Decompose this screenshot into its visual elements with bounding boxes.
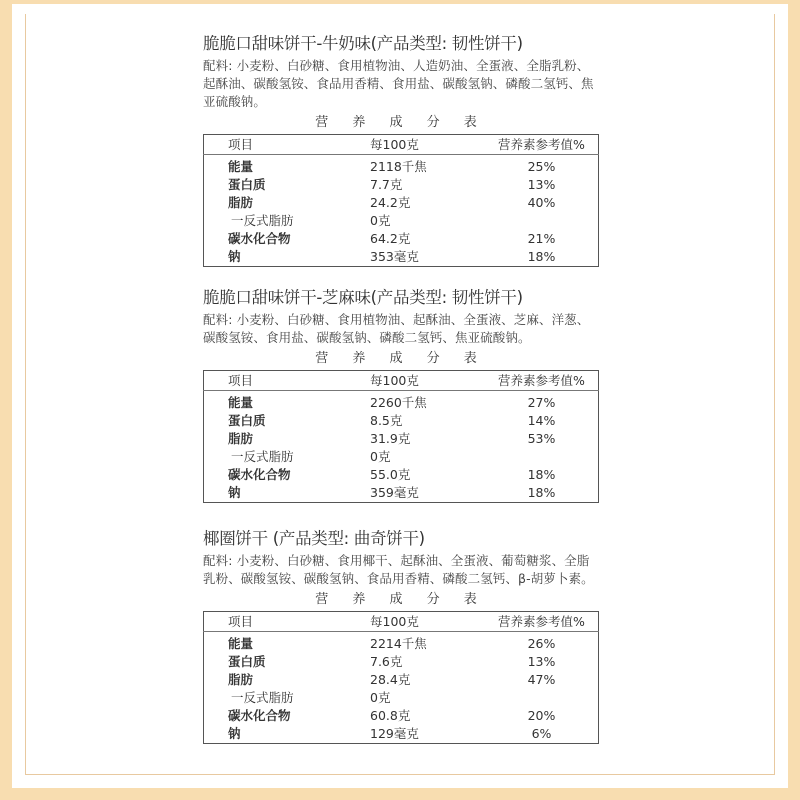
nrv-percent: 20% [527,708,556,723]
nutrient-name: 能量 [228,636,254,651]
table-row [204,391,599,413]
table-row [204,466,599,484]
product-title: 脆脆口甜味饼干-芝麻味(产品类型: 韧性饼干) [203,288,523,307]
nrv-percent: 27% [527,395,556,410]
per-100g-value: 7.7克 [370,177,403,192]
nutrient-name: 脂肪 [228,672,254,687]
table-row [204,412,599,430]
table-row [204,689,599,707]
nutrition-table [203,370,599,503]
nutrition-table-title: 营 养 成 分 表 [315,351,487,366]
table-row [204,176,599,194]
per-100g-value: 2260千焦 [370,395,427,410]
nrv-percent: 14% [527,413,556,428]
nutrition-table-title: 营 养 成 分 表 [315,115,487,130]
table-row [204,230,599,248]
nrv-percent [485,689,599,707]
per-100g-value: 55.0克 [370,467,411,482]
nutrient-name: 碳水化合物 [228,708,291,723]
nutrient-name: 碳水化合物 [228,231,291,246]
nrv-percent: 18% [527,249,556,264]
table-row [204,430,599,448]
per-100g-value: 2214千焦 [370,636,427,651]
header-nrv: 营养素参考值% [485,135,599,155]
nrv-percent: 13% [527,654,556,669]
header-item: 项目 [204,612,371,632]
per-100g-value: 60.8克 [370,708,411,723]
nrv-percent: 40% [527,195,556,210]
header-per100g: 每100克 [370,135,485,155]
nutrient-name: 蛋白质 [228,177,266,192]
nrv-percent: 18% [527,485,556,500]
nrv-percent: 25% [527,159,556,174]
nutrition-table [203,134,599,267]
table-row [204,155,599,177]
header-per100g: 每100克 [370,371,485,391]
per-100g-value: 8.5克 [370,413,403,428]
header-per100g: 每100克 [370,612,485,632]
product-title: 椰圈饼干 (产品类型: 曲奇饼干) [203,529,425,548]
nutrient-name: 钠 [228,485,241,500]
header-nrv: 营养素参考值% [485,371,599,391]
nrv-percent: 21% [527,231,556,246]
product-section [203,287,599,503]
table-row [204,632,599,654]
table-header-row [204,612,599,632]
per-100g-value: 7.6克 [370,654,403,669]
product-section [203,528,599,744]
table-header-row [204,135,599,155]
nrv-percent: 53% [527,431,556,446]
table-row [204,248,599,267]
header-item: 项目 [204,371,371,391]
nutrient-name: 蛋白质 [228,654,266,669]
table-row [204,671,599,689]
nrv-percent [485,448,599,466]
product-title: 脆脆口甜味饼干-牛奶味(产品类型: 韧性饼干) [203,34,523,53]
nrv-percent: 6% [531,726,552,741]
table-row [204,212,599,230]
ingredients-text: 配料: 小麦粉、白砂糖、食用植物油、起酥油、全蛋液、芝麻、洋葱、碳酸氢铵、食用盐、碳酸氢钠、磷酸二氢钙、焦亚硫酸钠。 [203,312,590,345]
per-100g-value: 28.4克 [370,672,411,687]
table-row [204,653,599,671]
table-row [204,707,599,725]
nutrient-name: 能量 [228,395,254,410]
nutrient-name: 脂肪 [228,431,254,446]
per-100g-value: 0克 [370,449,391,464]
nutrition-table [203,611,599,744]
nutrition-table-title: 营 养 成 分 表 [315,592,487,607]
header-nrv: 营养素参考值% [485,612,599,632]
per-100g-value: 24.2克 [370,195,411,210]
header-item: 项目 [204,135,371,155]
per-100g-value: 359毫克 [370,485,419,500]
nutrient-name: 一反式脂肪 [231,213,294,228]
nutrient-name: 一反式脂肪 [231,449,294,464]
nutrient-name: 能量 [228,159,254,174]
nrv-percent: 47% [527,672,556,687]
per-100g-value: 2118千焦 [370,159,427,174]
ingredients-text: 配料: 小麦粉、白砂糖、食用椰干、起酥油、全蛋液、葡萄糖浆、全脂乳粉、碳酸氢铵、碳酸氢钠、食品用香精、磷酸二氢钙、β-胡萝卜素。 [203,553,594,586]
table-row [204,448,599,466]
nrv-percent [485,212,599,230]
per-100g-value: 64.2克 [370,231,411,246]
table-row [204,194,599,212]
per-100g-value: 31.9克 [370,431,411,446]
per-100g-value: 129毫克 [370,726,419,741]
table-row [204,725,599,744]
nrv-percent: 13% [527,177,556,192]
per-100g-value: 0克 [370,690,391,705]
table-row [204,484,599,503]
per-100g-value: 353毫克 [370,249,419,264]
product-section [203,33,599,267]
nutrient-name: 钠 [228,726,241,741]
nrv-percent: 26% [527,636,556,651]
ingredients-text: 配料: 小麦粉、白砂糖、食用植物油、人造奶油、全蛋液、全脂乳粉、起酥油、碳酸氢铵、食品用香精、食用盐、碳酸氢钠、磷酸二氢钙、焦亚硫酸钠。 [203,58,594,109]
per-100g-value: 0克 [370,213,391,228]
nutrient-name: 脂肪 [228,195,254,210]
nutrient-name: 一反式脂肪 [231,690,294,705]
nutrient-name: 碳水化合物 [228,467,291,482]
table-header-row [204,371,599,391]
nrv-percent: 18% [527,467,556,482]
nutrient-name: 钠 [228,249,241,264]
nutrient-name: 蛋白质 [228,413,266,428]
